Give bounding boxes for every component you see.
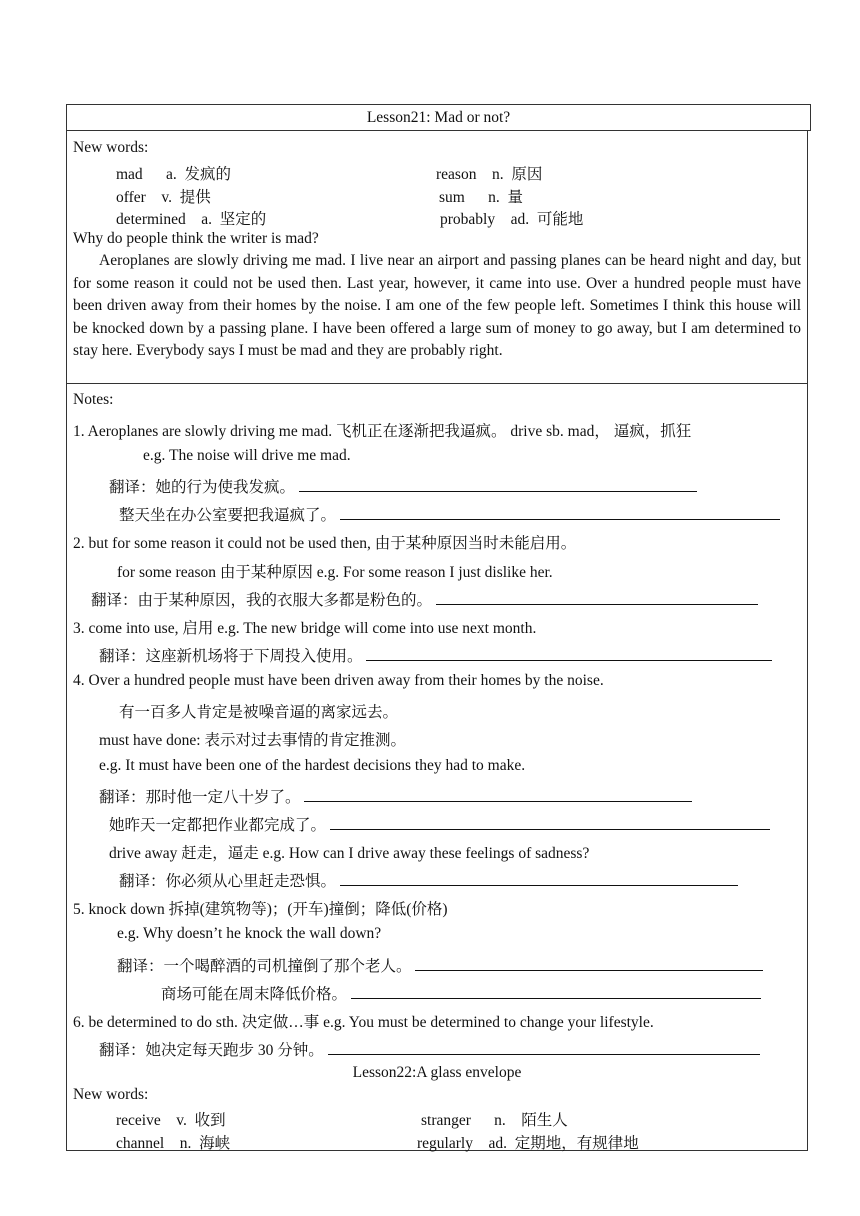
vocab-item: offer v. 提供	[116, 189, 211, 206]
vocab-item: receive v. 收到	[116, 1112, 226, 1129]
lesson21-vocab-section	[66, 130, 808, 384]
lesson21-title: Lesson21: Mad or not?	[66, 104, 811, 131]
vocab-item: channel n. 海峡	[116, 1135, 231, 1152]
note-line: e.g. It must have been one of the hardest decisions they had to make.	[99, 757, 526, 774]
note-line: 6. be determined to do sth. 决定做…事 e.g. You must be determined to change your lifestyle.	[73, 1014, 654, 1031]
translation-exercise: 翻译：她的行为使我发疯。	[109, 475, 697, 497]
note-line: 5. knock down 拆掉(建筑物等)；(开车)撞倒；降低(价格)	[73, 901, 448, 918]
notes-label: Notes:	[73, 391, 114, 408]
translation-exercise: 翻译：一个喝醉酒的司机撞倒了那个老人。	[117, 954, 763, 976]
answer-blank[interactable]	[328, 1040, 760, 1055]
vocab-item: stranger n. 陌生人	[421, 1112, 568, 1129]
translation-exercise: 整天坐在办公室要把我逼疯了。	[119, 503, 780, 525]
note-line: e.g. Why doesn’t he knock the wall down?	[117, 925, 382, 942]
answer-blank[interactable]	[351, 984, 761, 999]
translation-exercise: 翻译：那时他一定八十岁了。	[99, 785, 692, 807]
answer-blank[interactable]	[330, 815, 770, 830]
note-line: 1. Aeroplanes are slowly driving me mad. 飞机正在逐渐把我逼疯。 drive sb. mad， 逼疯，抓狂	[73, 423, 692, 440]
passage-text: Aeroplanes are slowly driving me mad. I live near an airport and passing planes can be heard night and day, but for some reason it could not be used then. Last year, however, it came into use. Over a hundred people must have been driven away from their homes by the noise. I am one of the few people left. Sometimes I think this house will be knocked down by a passing plane. I have been offered a large sum of money to go away, but I am determined to stay here. Everybody says I must be mad and they are probably right.	[73, 252, 801, 360]
answer-blank[interactable]	[415, 956, 763, 971]
answer-blank[interactable]	[304, 787, 692, 802]
translation-exercise: 翻译：她决定每天跑步 30 分钟。	[99, 1038, 760, 1060]
note-line: 4. Over a hundred people must have been driven away from their homes by the noise.	[73, 672, 604, 689]
note-line: must have done: 表示对过去事情的肯定推测。	[99, 732, 406, 749]
translation-exercise: 她昨天一定都把作业都完成了。	[109, 813, 770, 835]
note-line: 2. but for some reason it could not be used then, 由于某种原因当时未能启用。	[73, 535, 577, 552]
vocab-item: mad a. 发疯的	[116, 166, 231, 183]
new-words-label: New words:	[73, 1086, 149, 1103]
note-line: 3. come into use, 启用 e.g. The new bridge will come into use next month.	[73, 620, 537, 637]
notes-section	[66, 383, 808, 1151]
note-line: 有一百多人肯定是被噪音逼的离家远去。	[119, 704, 399, 721]
note-line: for some reason 由于某种原因 e.g. For some reason I just dislike her.	[117, 564, 553, 581]
vocab-item: probably ad. 可能地	[440, 211, 584, 228]
answer-blank[interactable]	[299, 477, 697, 492]
new-words-label: New words:	[73, 139, 149, 156]
translation-exercise: 翻译：你必须从心里赶走恐惧。	[119, 869, 738, 891]
translation-exercise: 翻译：由于某种原因，我的衣服大多都是粉色的。	[91, 588, 758, 610]
translation-exercise: 翻译：这座新机场将于下周投入使用。	[99, 644, 772, 666]
note-line: drive away 赶走，逼走 e.g. How can I drive away these feelings of sadness?	[109, 845, 590, 862]
vocab-item: reason n. 原因	[436, 166, 543, 183]
vocab-item: regularly ad. 定期地，有规律地	[417, 1135, 639, 1152]
answer-blank[interactable]	[366, 646, 772, 661]
note-line: e.g. The noise will drive me mad.	[143, 447, 351, 464]
vocab-item: sum n. 量	[439, 189, 523, 206]
answer-blank[interactable]	[340, 871, 738, 886]
answer-blank[interactable]	[436, 590, 758, 605]
translation-exercise: 商场可能在周末降低价格。	[161, 982, 761, 1004]
vocab-item: determined a. 坚定的	[116, 211, 267, 228]
lesson22-title: Lesson22:A glass envelope	[352, 1064, 522, 1081]
answer-blank[interactable]	[340, 505, 780, 520]
passage-question: Why do people think the writer is mad?	[73, 230, 319, 247]
